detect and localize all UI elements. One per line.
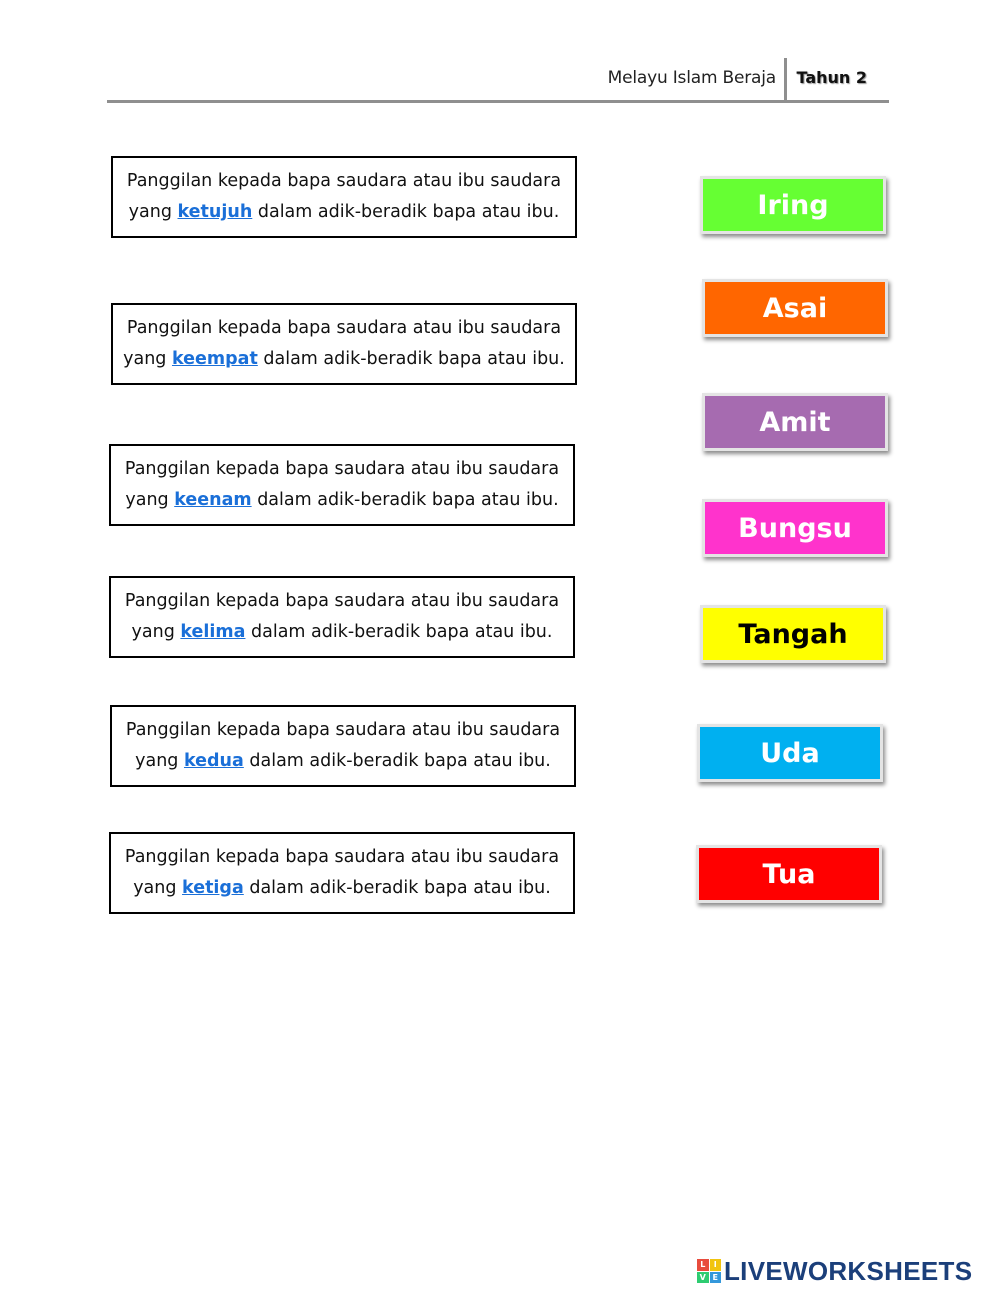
question-box-3[interactable] — [109, 444, 575, 526]
logo-mark-icon — [697, 1259, 721, 1283]
question-line-2: yang keempat dalam adik-beradik bapa atau ibu. — [123, 349, 565, 369]
answer-card-amit[interactable]: Amit — [702, 393, 888, 451]
question-box-5[interactable] — [110, 705, 576, 787]
question-box-1[interactable] — [111, 156, 577, 238]
answer-card-asai[interactable]: Asai — [702, 279, 888, 337]
question-line-1: Panggilan kepada bapa saudara atau ibu saudara — [124, 847, 560, 867]
question-keyword: ketujuh — [177, 202, 253, 222]
question-line-2: yang ketiga dalam adik-beradik bapa atau ibu. — [133, 878, 551, 898]
question-line-1: Panggilan kepada bapa saudara atau ibu saudara — [125, 720, 561, 740]
question-keyword: kelima — [180, 622, 246, 642]
question-keyword: kedua — [183, 751, 244, 771]
question-keyword: keempat — [171, 349, 258, 369]
question-line-1: Panggilan kepada bapa saudara atau ibu saudara — [124, 459, 560, 479]
question-line-2: yang keenam dalam adik-beradik bapa atau ibu. — [125, 490, 559, 510]
liveworksheets-logo[interactable] — [697, 1256, 972, 1286]
question-keyword: ketiga — [182, 878, 244, 898]
question-keyword: keenam — [174, 490, 252, 510]
logo-letter: V — [697, 1272, 709, 1284]
question-line-2: yang ketujuh dalam adik-beradik bapa atau ibu. — [128, 202, 560, 222]
question-box-6[interactable] — [109, 832, 575, 914]
question-line-1: Panggilan kepada bapa saudara atau ibu saudara — [126, 318, 562, 338]
logo-text: LIVEWORKSHEETS — [724, 1255, 973, 1286]
answer-card-bungsu[interactable]: Bungsu — [702, 499, 888, 557]
question-line-1: Panggilan kepada bapa saudara atau ibu saudara — [126, 171, 562, 191]
answer-card-tua[interactable]: Tua — [696, 845, 882, 903]
question-box-2[interactable] — [111, 303, 577, 385]
subject-title: Melayu Islam Beraja — [607, 68, 776, 88]
answer-card-tangah[interactable]: Tangah — [700, 605, 886, 663]
logo-letter: L — [697, 1259, 709, 1271]
logo-letter: E — [710, 1272, 722, 1284]
question-line-2: yang kelima dalam adik-beradik bapa atau ibu. — [131, 622, 553, 642]
answer-card-iring[interactable]: Iring — [700, 176, 886, 234]
question-line-2: yang kedua dalam adik-beradik bapa atau ibu. — [135, 751, 551, 771]
page-header — [107, 58, 889, 103]
question-line-1: Panggilan kepada bapa saudara atau ibu saudara — [124, 591, 560, 611]
logo-letter: I — [710, 1259, 722, 1271]
question-box-4[interactable] — [109, 576, 575, 658]
answer-card-uda[interactable]: Uda — [697, 724, 883, 782]
year-label: Tahun 2 — [796, 68, 867, 87]
header-divider — [784, 58, 787, 100]
